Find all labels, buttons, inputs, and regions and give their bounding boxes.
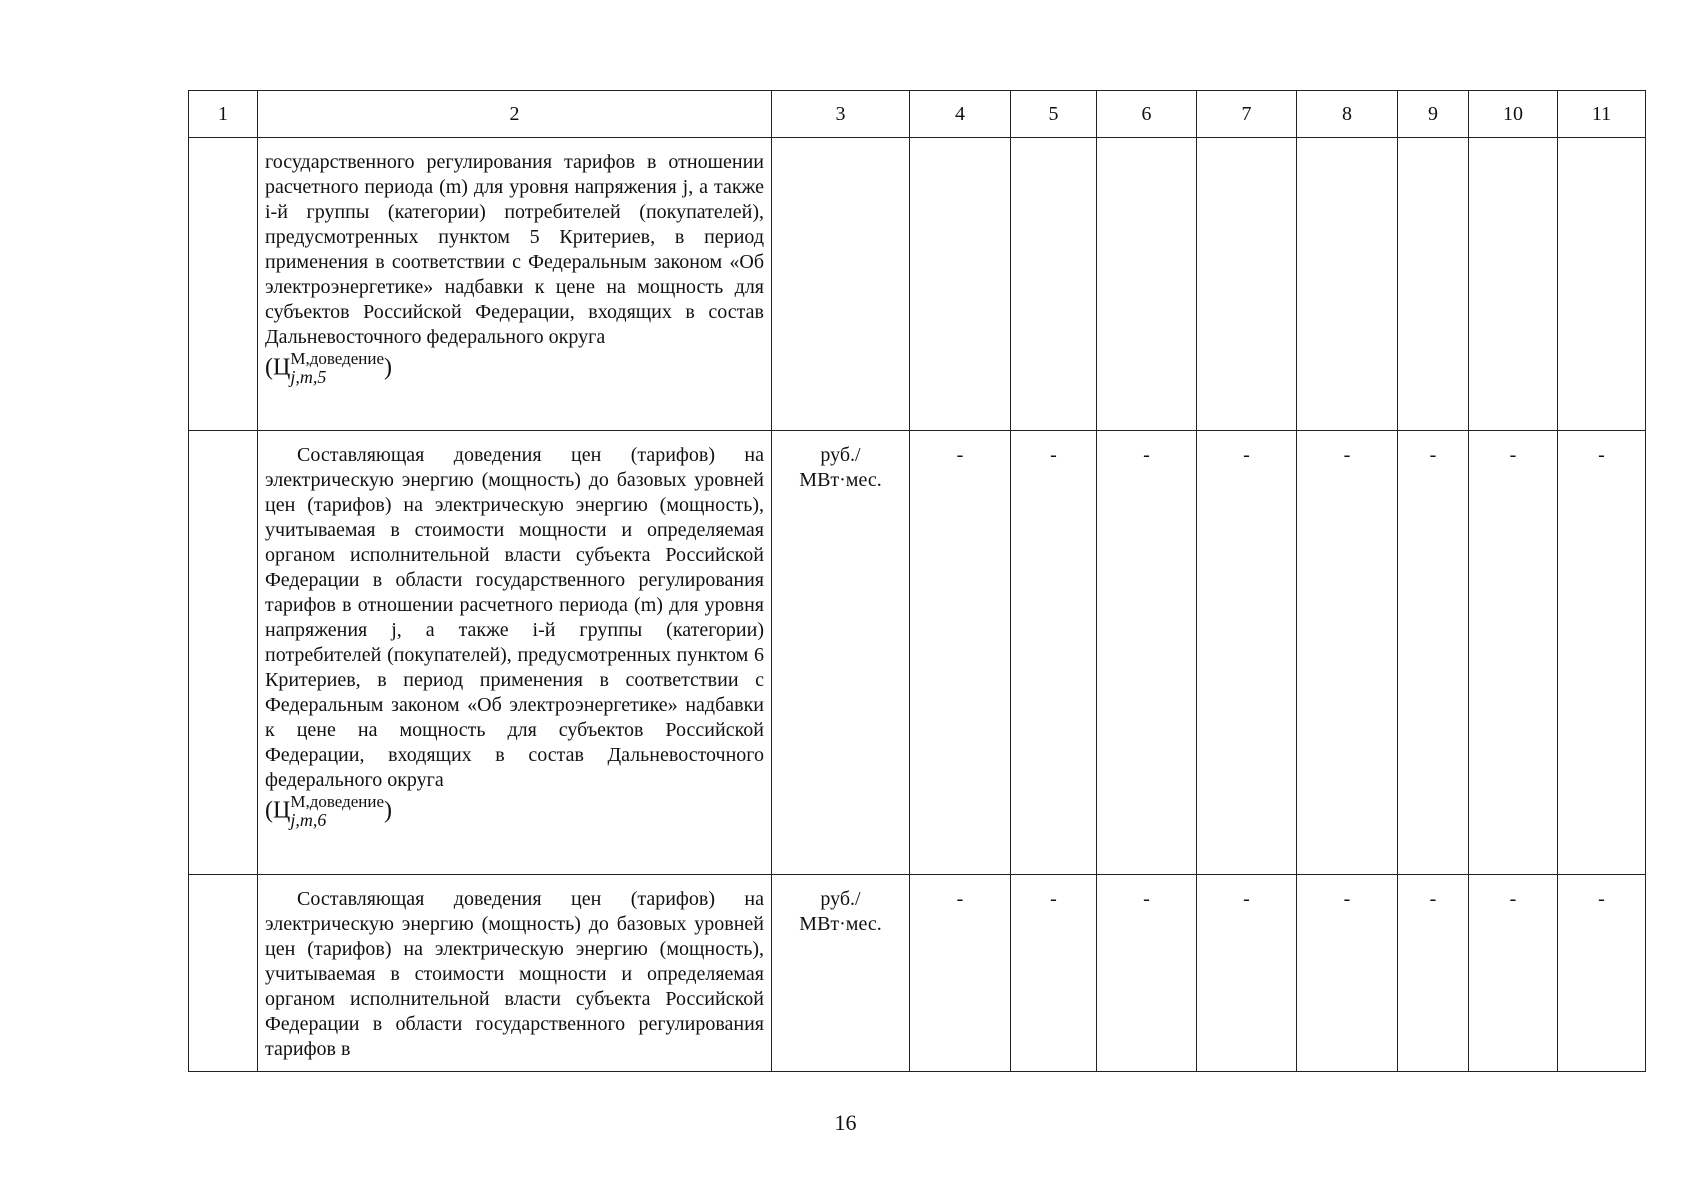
value-cell <box>1558 138 1646 431</box>
row-description <box>258 138 772 431</box>
row-number <box>189 138 258 431</box>
header-row <box>189 91 1646 138</box>
column-header: 7 <box>1197 91 1297 138</box>
unit-cell: руб./ МВт·мес. <box>772 431 910 875</box>
value-cell <box>1469 138 1558 431</box>
value-cell: - <box>1197 875 1297 1072</box>
column-header: 1 <box>189 91 258 138</box>
value-cell: - <box>1011 875 1097 1072</box>
formula <box>265 349 764 388</box>
description-text: Составляющая доведения цен (тарифов) на электрическую энергию (мощность) до базовых уровней цен (тарифов) на электрическую энергию (мощность), учитываемая в стоимости мощности и определяемая органом исполнительной власти субъекта Российской Федерации в области государственного регулирования тарифов в отношении расчетного периода (m) для уровня напряжения j, а также i-й группы (категории) потребителей (покупателей), предусмотренных пунктом 6 Критериев, в период применения в соответствии с Федеральным законом «Об электроэнергетике» надбавки к цене на мощность для субъектов Российской Федерации, входящих в состав Дальневосточного федерального округа <box>265 444 764 791</box>
column-header: 6 <box>1097 91 1197 138</box>
value-cell <box>1297 138 1398 431</box>
table-row <box>189 431 1646 875</box>
value-cell: - <box>1469 431 1558 875</box>
value-cell: - <box>1097 431 1197 875</box>
value-cell: - <box>1398 875 1469 1072</box>
column-header: 11 <box>1558 91 1646 138</box>
unit-cell: руб./ МВт·мес. <box>772 875 910 1072</box>
column-header: 5 <box>1011 91 1097 138</box>
value-cell: - <box>1469 875 1558 1072</box>
formula-symbol: Ц <box>273 797 291 824</box>
value-cell <box>910 138 1011 431</box>
description-text: государственного регулирования тарифов в отношении расчетного периода (m) для уровня напряжения j, а также i-й группы (категории) потребителей (покупателей), предусмотренных пунктом 5 Критериев, в период применения в соответствии с Федеральным законом «Об электроэнергетике» надбавки к цене на мощность для субъектов Российской Федерации, входящих в состав Дальневосточного федерального округа <box>265 151 764 348</box>
value-cell: - <box>1297 875 1398 1072</box>
value-cell <box>1011 138 1097 431</box>
unit-cell <box>772 138 910 431</box>
formula-close-paren: ) <box>384 797 393 824</box>
formula-superscript: М,доведение <box>290 349 385 368</box>
value-cell: - <box>1011 431 1097 875</box>
value-cell: - <box>1558 875 1646 1072</box>
formula-open-paren: ( <box>265 797 273 824</box>
value-cell: - <box>1197 431 1297 875</box>
column-header: 8 <box>1297 91 1398 138</box>
page-number: 16 <box>834 1110 857 1135</box>
column-header: 2 <box>258 91 772 138</box>
value-cell: - <box>1297 431 1398 875</box>
row-number <box>189 431 258 875</box>
formula-superscript: М,доведение <box>290 792 385 811</box>
column-header: 10 <box>1469 91 1558 138</box>
column-header: 4 <box>910 91 1011 138</box>
value-cell: - <box>910 875 1011 1072</box>
formula-symbol: Ц <box>273 354 291 381</box>
value-cell <box>1197 138 1297 431</box>
table-row <box>189 875 1646 1072</box>
row-description <box>258 431 772 875</box>
formula-subscript: j,m,6 <box>290 810 327 830</box>
column-header: 9 <box>1398 91 1469 138</box>
value-cell: - <box>910 431 1011 875</box>
value-cell <box>1097 138 1197 431</box>
description-text: Составляющая доведения цен (тарифов) на электрическую энергию (мощность) до базовых уровней цен (тарифов) на электрическую энергию (мощность), учитываемая в стоимости мощности и определяемая органом исполнительной власти субъекта Российской Федерации в области государственного регулирования тарифов в <box>265 888 764 1060</box>
row-number <box>189 875 258 1072</box>
column-header: 3 <box>772 91 910 138</box>
value-cell: - <box>1097 875 1197 1072</box>
formula-subscript: j,m,5 <box>290 367 327 387</box>
value-cell: - <box>1398 431 1469 875</box>
value-cell <box>1398 138 1469 431</box>
table-row <box>189 138 1646 431</box>
tariff-table <box>188 90 1646 1072</box>
row-description <box>258 875 772 1072</box>
formula-close-paren: ) <box>384 354 393 381</box>
formula-open-paren: ( <box>265 354 273 381</box>
formula <box>265 792 764 831</box>
value-cell: - <box>1558 431 1646 875</box>
